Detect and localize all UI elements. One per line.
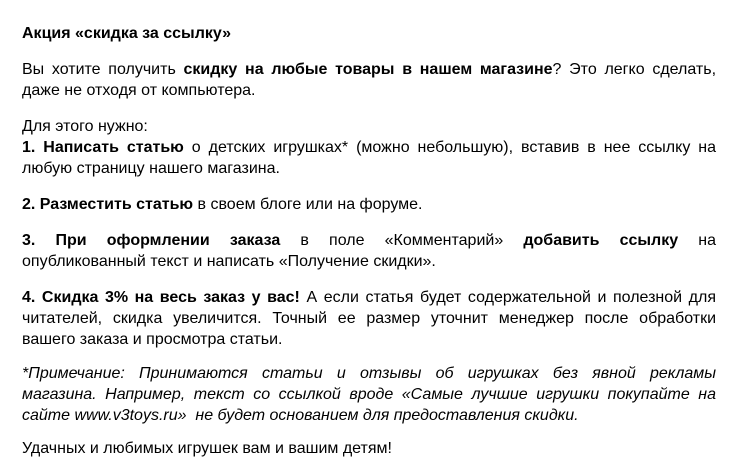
- step-3-line-2: опубликованный текст и написать «Получение скидки».: [22, 253, 436, 270]
- step-1-text: о детских игрушках* (можно небольшую), вставив в нее ссылку на: [183, 139, 716, 156]
- step-3-bold-text-1: 3. При оформлении заказа: [22, 232, 281, 249]
- intro-text-1: Вы хотите получить: [22, 61, 184, 78]
- page-title: Акция «скидка за ссылку»: [22, 25, 232, 42]
- footnote-paragraph: [22, 363, 716, 426]
- intro-bold-text: скидку на любые товары в нашем магазине: [183, 61, 553, 78]
- step-3-paragraph: [22, 230, 716, 272]
- step-1-line-2: любую страницу нашего магазина.: [22, 160, 280, 177]
- intro-line-1: [22, 59, 716, 80]
- steps-heading: Для этого нужно:: [22, 118, 148, 135]
- step-2-paragraph: [22, 194, 716, 215]
- step-2-bold-text: 2. Разместить статью: [22, 196, 194, 213]
- step-3-text-2: на: [678, 232, 717, 249]
- step-2-text: в своем блоге или на форуме.: [193, 196, 423, 213]
- step-4-paragraph: [22, 287, 716, 350]
- steps-heading-and-step-1: [22, 116, 716, 179]
- footnote-line-2: магазина. Например, текст со ссылкой вроде «Самые лучшие игрушки покупайте на: [22, 386, 716, 403]
- step-4-text-1: А если статья будет содержательной и полезной для: [299, 289, 716, 306]
- document-title-block: [22, 23, 716, 44]
- step-1-line-1: [22, 137, 716, 158]
- step-4-line-2: читателей, скидка увеличится. Точный ее размер уточнит менеджер после обработки: [22, 310, 716, 327]
- step-3-line-1: [22, 230, 716, 251]
- intro-paragraph: [22, 59, 716, 101]
- step-2-line-1: [22, 194, 716, 215]
- step-4-line-3: вашего заказа и просмотра статьи.: [22, 331, 283, 348]
- closing-paragraph: [22, 438, 716, 459]
- footnote-line-1: *Примечание: Принимаются статьи и отзывы об игрушках без явной рекламы: [22, 365, 716, 382]
- closing-line: Удачных и любимых игрушек вам и вашим детям!: [22, 440, 392, 457]
- step-3-bold-text-2: добавить ссылку: [523, 232, 679, 249]
- step-1-bold-text: 1. Написать статью: [22, 139, 184, 156]
- step-4-line-1: [22, 287, 716, 308]
- step-3-text-1: в поле «Комментарий»: [280, 232, 524, 249]
- intro-text-2: ? Это легко сделать,: [552, 61, 717, 78]
- intro-line-2: даже не отходя от компьютера.: [22, 82, 256, 99]
- step-4-bold-text: 4. Скидка 3% на весь заказ у вас!: [22, 289, 300, 306]
- footnote-line-3: сайте www.v3toys.ru» не будет основанием для предоставления скидки.: [22, 407, 579, 424]
